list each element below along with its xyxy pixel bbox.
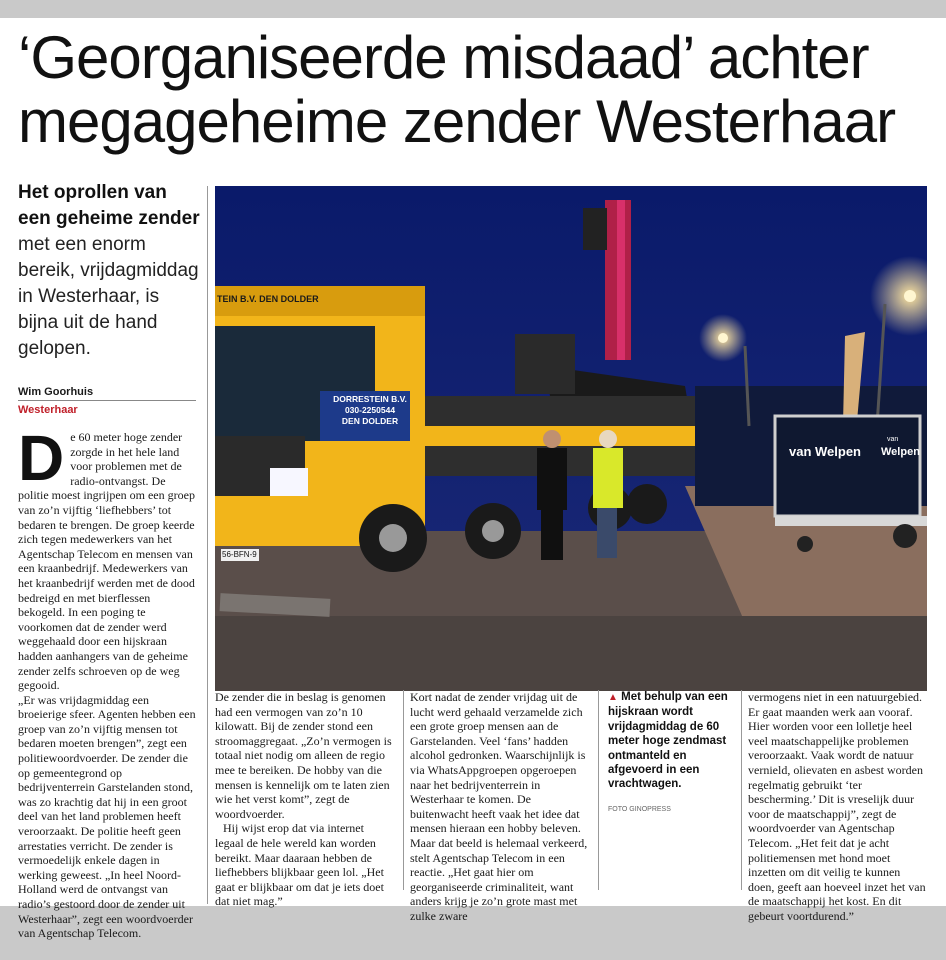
- byline: Wim Goorhuis: [18, 386, 196, 401]
- truck-line-3: DEN DOLDER: [341, 416, 399, 426]
- truck-signage: [327, 394, 413, 427]
- trailer-side-logo: Welpen: [881, 446, 920, 458]
- intro-regular: met een enorm bereik, vrijdagmiddag in Westerhaar, is bijna uit de hand gelopen.: [18, 234, 199, 359]
- paragraph: Hij wijst erop dat via internet legaal de hele wereld kan worden bereikt. Maar daaraan hebben de liefhebbers blijkbaar geen lol. „Het gaat er blijkbaar om dat je iets doet dat niet mag.”: [215, 821, 384, 909]
- paragraph: Kort nadat de zender vrijdag uit de lucht werd gehaald verzamelde zich een grote groep mensen aan de Garstelanden. Veel ‘fans’ hadden alcohol gedronken. Waarschijnlijk is via WhatsAppgroepen opgeroepen naar het bedrijventerrein in Westerhaar te komen. De buitenwacht heeft vaak het idee dat mensen hieraan een hobby beleven. Maar dat beeld is helemaal verkeerd, stelt Agentschap Telecom in een reactie. „Het gaat hier om georganiseerde criminaliteit, want anders krijg je zo’n grote mast met zulke zware: [410, 690, 588, 923]
- photo-caption: [608, 690, 736, 792]
- article-photo: [215, 186, 927, 691]
- license-plate: 56-BFN-9: [222, 550, 257, 559]
- column-rule: [207, 186, 208, 904]
- column-rule: [741, 690, 742, 890]
- location-label: Westerhaar: [18, 404, 78, 416]
- truck-line-1: DORRESTEIN B.V.: [333, 394, 407, 404]
- paragraph: e 60 meter hoge zender zorgde in het hele land voor problemen met de radio-ontvangst. De politie moest ingrijpen om een groep van zo’n vijftig ‘liefhebbers’ tot bedaren te brengen. De groep keerde zich tegen medewerkers van het Agentschap Telecom en mensen van een kraanbedrijf. Medewerkers van het kraanbedrijf werden met de dood bedreigd en met bierflessen bekogeld. In een poging te voorkomen dat de zender werd weggehaald door een hijskraan hadden aanhangers van de geheime zender zelfs schroeven op de weg gegooid.: [18, 430, 195, 693]
- trailer-side-small: van: [887, 436, 899, 443]
- column-rule: [598, 690, 599, 890]
- drop-cap: D: [18, 422, 65, 494]
- photo-illustration: [215, 186, 927, 691]
- article-column-2: [215, 690, 393, 909]
- caption-text: Met behulp van een hijskraan wordt vrijdagmiddag de 60 meter hoge zendmast ontmanteld en afgevoerd in een vrachtwagen.: [608, 691, 728, 791]
- intro-bold: Het oprollen van een geheime zender: [18, 182, 200, 229]
- headline: [18, 26, 938, 154]
- caption-marker-icon: ▲: [608, 692, 618, 703]
- intro-paragraph: [18, 180, 200, 362]
- headline-line-1: ‘Georganiseerde misdaad’ achter: [18, 24, 869, 91]
- truck-line-2: 030-2250544: [344, 405, 396, 415]
- article-column-3: [410, 690, 588, 924]
- paragraph: De zender die in beslag is genomen had een vermogen van zo’n 10 kilowatt. Bij de zender stond een stroomaggregaat. „Zo’n vermogen is totaal niet nodig om alleen de regio mee te bereiken. De hobby van die mensen is kennelijk om te laten zien wie het verst komt”, zegt de woordvoerder.: [215, 690, 392, 821]
- article-column-1: [18, 422, 196, 941]
- newspaper-page: [0, 18, 946, 941]
- photo-credit: FOTO GINOPRESS: [608, 806, 671, 813]
- headline-line-2: megageheime zender Westerhaar: [18, 88, 896, 155]
- article-column-4: [748, 690, 928, 924]
- paragraph: vermogens niet in een natuurgebied. Er gaat maanden werk aan vooraf. Hier worden voor een lolletje heel veel maatschappelijke problemen veroorzaakt. Vaak wordt de natuur vernield, olievaten en asbest worden regelmatig gebruikt ‘ter bescherming.’ Dit is vreselijk duur voor de maatschappij”, zegt de woordvoerder van Agentschap Telecom. „Het feit dat je acht politiemensen met hond moet inzetten om dit veilig te kunnen doen, geeft aan hoeveel inzet het van de maatschappij het kost. En dit gebeurt voortdurend.”: [748, 690, 926, 923]
- paragraph: „Er was vrijdagmiddag een broeierige sfeer. Agenten hebben een groep van zo’n vijftig mensen tot bedaren moeten brengen”, zegt een politiewoordvoerder. De zender die op gemeentegrond op bedrijventerrein Garstelanden stond, was zo krachtig dat hij in een groot deel van het land problemen heeft veroorzaakt. De politie heeft geen arrestaties verricht. De zender is vermoedelijk enkele dagen in werking geweest. „In heel Noord-Holland werd de ontvangst van radio’s gestoord door de zender uit Westerhaar”, zegt een woordvoerder van Agentschap Telecom.: [18, 692, 196, 941]
- trailer-logo: van Welpen: [789, 444, 862, 459]
- column-rule: [403, 690, 404, 890]
- truck-top-lettering: TEIN B.V. DEN DOLDER: [217, 294, 319, 304]
